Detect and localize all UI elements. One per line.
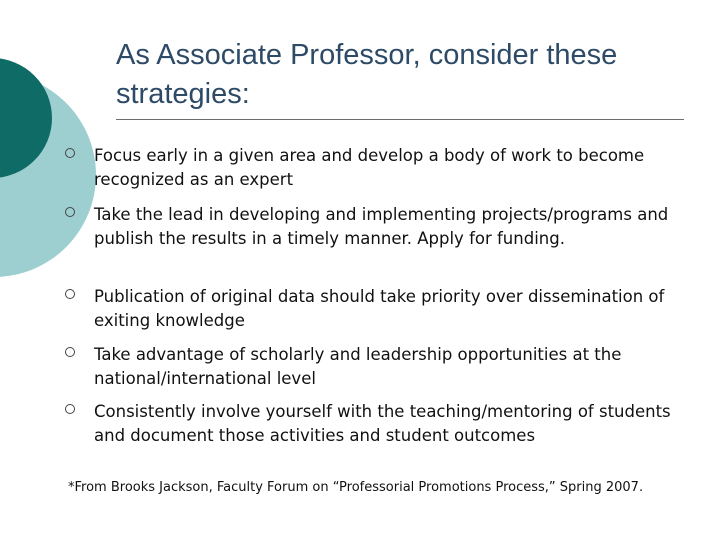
slide-title: As Associate Professor, consider these strategies: (116, 39, 618, 110)
bullet-item (65, 400, 685, 448)
bullet-text: Consistently involve yourself with the teaching/mentoring of students and document those activities and student outcomes (94, 402, 671, 445)
bullet-item (65, 203, 685, 251)
bullet-circle-icon (65, 289, 75, 299)
bullet-circle-icon (65, 148, 75, 158)
bullet-circle-icon (65, 347, 75, 357)
bullet-circle-icon (65, 404, 75, 414)
title-divider (116, 119, 684, 120)
source-footnote: *From Brooks Jackson, Faculty Forum on “Professorial Promotions Process,” Spring 2007. (68, 480, 644, 495)
bullet-text: Focus early in a given area and develop a body of work to become recognized as an expert (94, 146, 645, 189)
bullet-text: Take the lead in developing and implementing projects/programs and publish the results in a timely manner. Apply for funding. (94, 205, 669, 248)
bullet-circle-icon (65, 207, 75, 217)
bullet-text: Take advantage of scholarly and leadership opportunities at the national/international level (94, 345, 622, 388)
bullet-text: Publication of original data should take priority over dissemination of exiting knowledge (94, 287, 665, 330)
bullet-item (65, 285, 685, 333)
bullet-item (65, 144, 685, 192)
bullet-item (65, 343, 685, 391)
